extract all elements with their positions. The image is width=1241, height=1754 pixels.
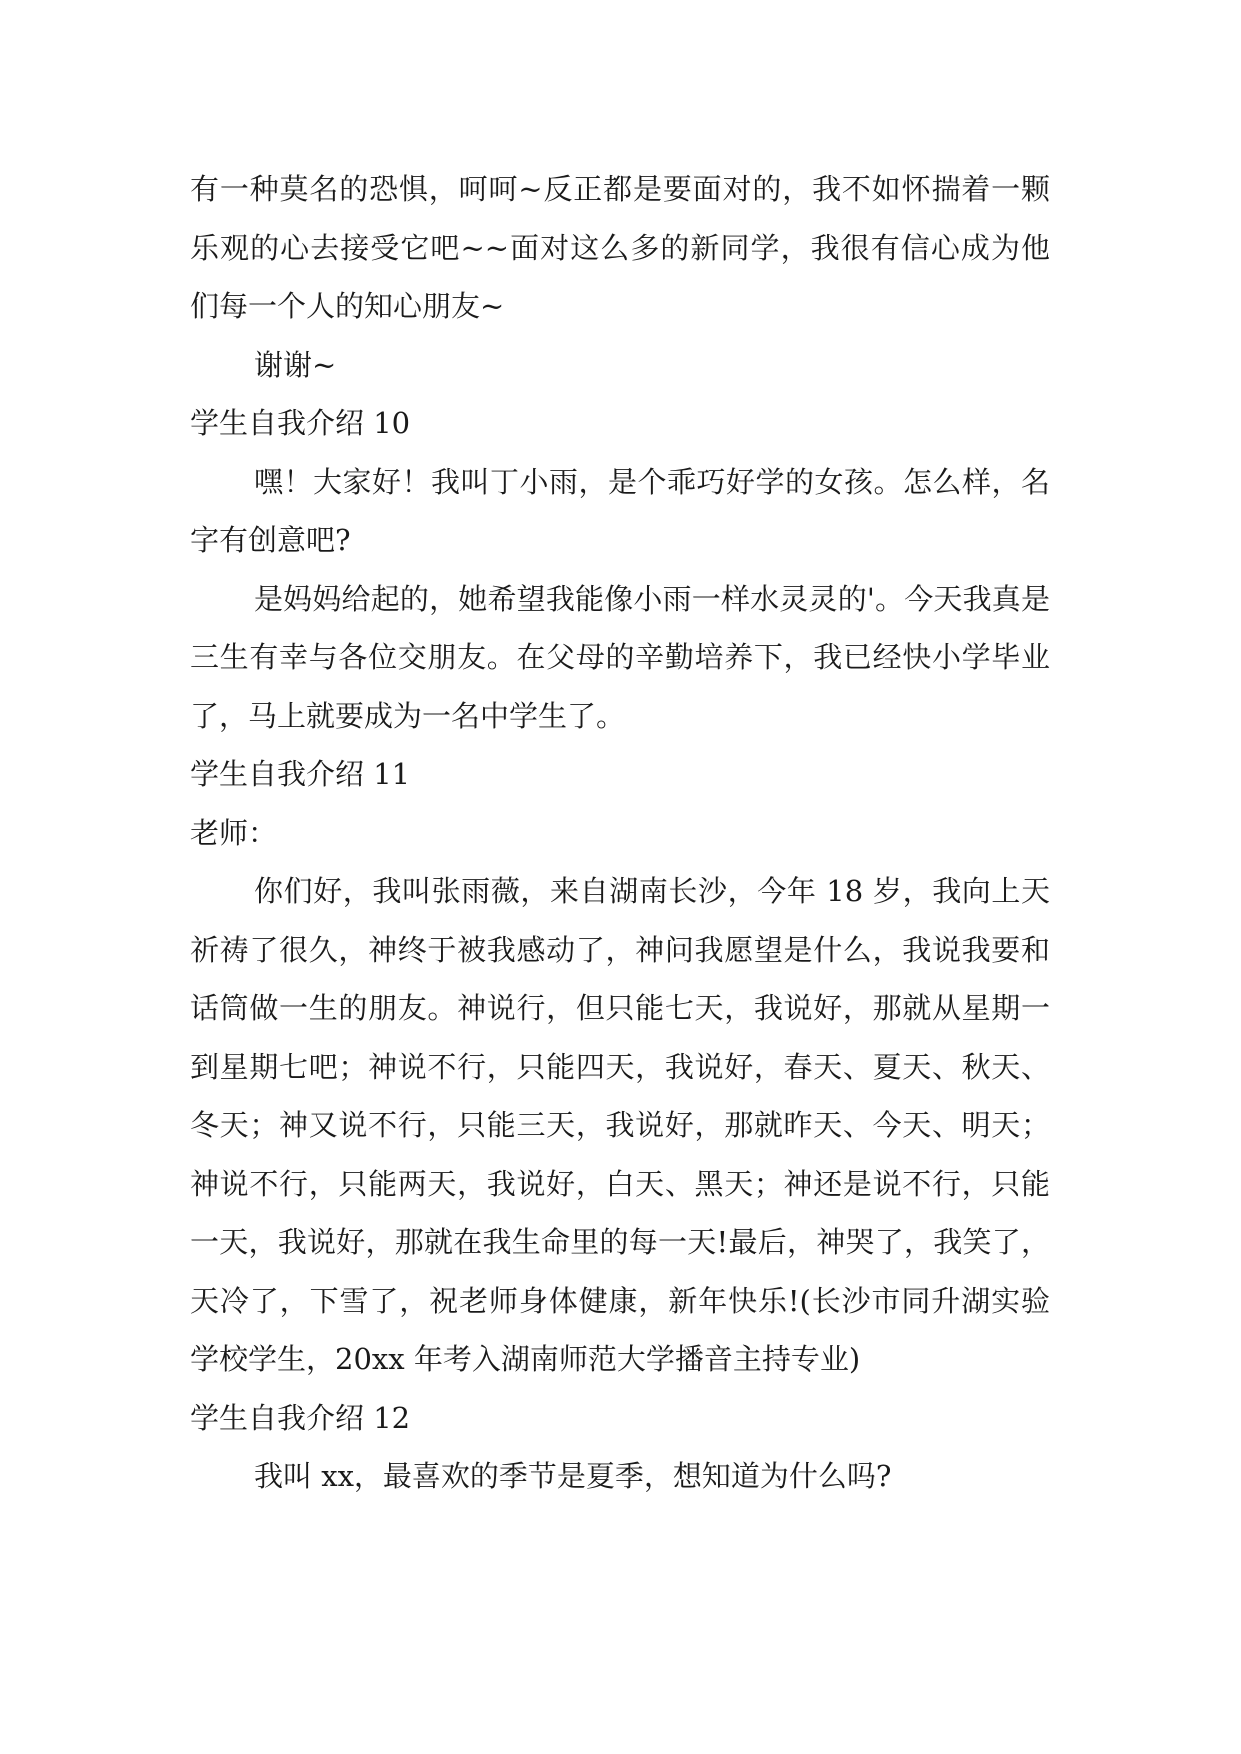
paragraph-intro-10-b: 是妈妈给起的，她希望我能像小雨一样水灵灵的'。今天我真是三生有幸与各位交朋友。在父母的辛勤培养下，我已经快小学毕业了，马上就要成为一名中学生了。 <box>190 581 1050 733</box>
section-heading-10: 学生自我介绍 10 <box>190 406 411 440</box>
paragraph-intro-10-a: 嘿！大家好！我叫丁小雨，是个乖巧好学的女孩。怎么样，名字有创意吧? <box>190 464 1050 557</box>
salutation: 老师： <box>190 815 278 850</box>
section-heading-12: 学生自我介绍 12 <box>190 1400 411 1435</box>
paragraph-thanks: 谢谢~ <box>254 347 337 382</box>
paragraph-intro-12: 我叫 xx，最喜欢的季节是夏季，想知道为什么吗? <box>254 1459 892 1493</box>
section-heading-11: 学生自我介绍 11 <box>190 757 411 791</box>
document-body <box>190 160 1050 1506</box>
paragraph-continued: 有一种莫名的恐惧，呵呵~反正都是要面对的，我不如怀揣着一颗乐观的心去接受它吧~~面对这么多的新同学，我很有信心成为他们每一个人的知心朋友~ <box>190 172 1050 323</box>
paragraph-intro-11: 你们好，我叫张雨薇，来自湖南长沙，今年 18 岁，我向上天祈祷了很久，神终于被我感动了，神问我愿望是什么，我说我要和话筒做一生的朋友。神说行，但只能七天，我说好，那就从星期一到星期七吧；神说不行，只能四天，我说好，春天、夏天、秋天、冬天；神又说不行，只能三天，我说好，那就昨天、今天、明天；神说不行，只能两天，我说好，白天、黑天；神还是说不行，只能一天，我说好，那就在我生命里的每一天!最后，神哭了，我笑了，天冷了，下雪了，祝老师身体健康，新年快乐!(长沙市同升湖实验学校学生，20xx 年考入湖南师范大学播音主持专业) <box>190 874 1050 1376</box>
